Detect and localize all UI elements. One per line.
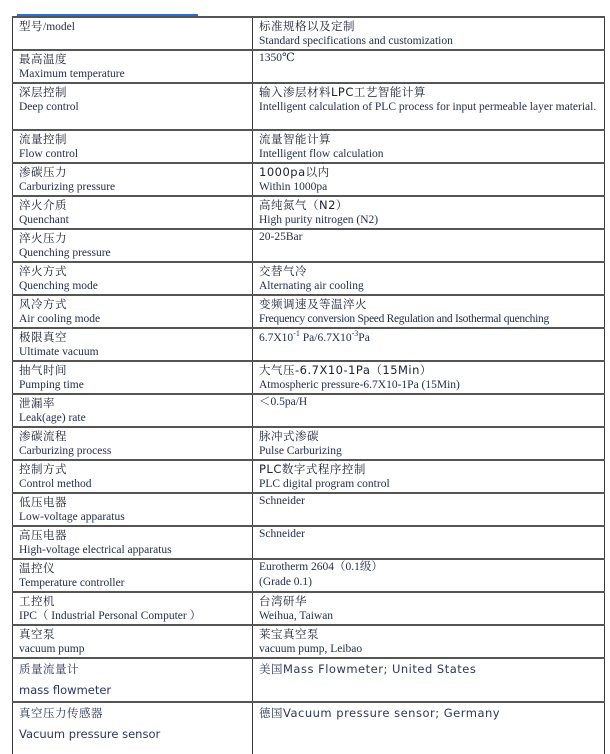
- param-en: vacuum pump: [19, 643, 85, 655]
- value-zh: 莱宝真空泵: [259, 627, 319, 641]
- table-row: [13, 295, 605, 328]
- value-en: (Grade 0.1): [259, 576, 313, 588]
- value-en: Weihua, Taiwan: [259, 610, 334, 622]
- param-zh: 淬火介质: [19, 198, 67, 212]
- value-zh: Eurotherm 2604（0.1级）: [259, 561, 383, 573]
- table-row: [13, 394, 605, 427]
- value-cell: [253, 559, 605, 592]
- table-row: [13, 427, 605, 460]
- value-cell: [253, 262, 605, 295]
- value-zh: 变频调速及等温淬火: [259, 297, 367, 311]
- value-en: PLC digital program control: [259, 478, 390, 490]
- param-zh: 渗碳压力: [19, 165, 67, 179]
- value-zh: 交替气冷: [259, 264, 307, 278]
- param-en: Maximum temperature: [19, 68, 125, 80]
- value-cell: [253, 592, 605, 625]
- value-cell: [253, 658, 605, 702]
- value-zh: 脉冲式渗碳: [259, 429, 319, 443]
- param-en: Carburizing process: [19, 445, 112, 457]
- table-row: [13, 83, 605, 130]
- value-cell: [253, 361, 605, 394]
- param-en: Low-voltage apparatus: [19, 511, 125, 523]
- value-en: High purity nitrogen (N2): [259, 214, 379, 226]
- value-en: Alternating air cooling: [259, 280, 364, 292]
- value-en: Intelligent flow calculation: [259, 148, 384, 160]
- param-cell: [13, 262, 253, 295]
- value-cell: [253, 625, 605, 658]
- param-en: IPC（ Industrial Personal Computer ）: [19, 610, 202, 622]
- param-zh: 真空压力传感器: [19, 706, 103, 720]
- param-cell: [13, 83, 253, 130]
- param-zh: 工控机: [19, 594, 55, 608]
- param-en: Quenchant: [19, 214, 69, 226]
- param-cell: [13, 163, 253, 196]
- param-en: Pumping time: [19, 379, 84, 391]
- param-zh: 渗碳流程: [19, 429, 67, 443]
- param-zh: 抽气时间: [19, 363, 67, 377]
- param-zh: 风冷方式: [19, 297, 67, 311]
- param-header-cell: [13, 17, 253, 50]
- param-zh: 最高温度: [19, 52, 67, 66]
- param-cell: [13, 427, 253, 460]
- value-en: Within 1000pa: [259, 181, 328, 193]
- param-cell: [13, 592, 253, 625]
- param-en: Vacuum pressure sensor: [19, 727, 161, 741]
- table-row: [13, 130, 605, 163]
- value-zh: 高纯氮气（N2）: [259, 198, 348, 212]
- table-row: [13, 493, 605, 526]
- value-en: Atmospheric pressure-6.7X10-1Pa (15Min): [259, 379, 460, 391]
- value-cell: [253, 394, 605, 427]
- value-cell: [253, 229, 605, 262]
- table-row: [13, 460, 605, 493]
- value-cell: [253, 83, 605, 130]
- param-cell: [13, 50, 253, 83]
- value-en: vacuum pump, Leibao: [259, 643, 363, 655]
- ultimate-vacuum-value: $6.7X10^{-1}$ $Pa/6.7X10^{-3}Pa$: [259, 329, 370, 344]
- table-row: [13, 625, 605, 658]
- table-row: [13, 262, 605, 295]
- value-en: Frequency conversion Speed Regulation and Isothermal quenching: [259, 313, 549, 325]
- table-row: [13, 702, 605, 754]
- value-zh: 1350℃: [259, 52, 295, 64]
- param-zh: 低压电器: [19, 495, 67, 509]
- param-cell: [13, 361, 253, 394]
- param-zh: 深层控制: [19, 85, 67, 99]
- value-zh: 大气压-6.7X10-1Pa（15Min）: [259, 363, 432, 377]
- table-row: [13, 559, 605, 592]
- param-en: Flow control: [19, 148, 79, 160]
- value-zh: 1000pa以内: [259, 165, 330, 179]
- table-row: [13, 592, 605, 625]
- param-en: Quenching pressure: [19, 247, 111, 259]
- param-zh: 温控仪: [19, 561, 55, 575]
- param-cell: [13, 229, 253, 262]
- param-cell: [13, 328, 253, 361]
- param-zh: 泄漏率: [19, 396, 55, 410]
- table-row: [13, 328, 605, 361]
- param-header-zh: 型号: [19, 19, 43, 33]
- value-en: Pulse Carburizing: [259, 445, 342, 457]
- value-header-zh: 标准规格以及定制: [259, 19, 355, 33]
- value-cell: [253, 702, 605, 754]
- value-zh: Schneider: [259, 528, 305, 540]
- param-en: Ultimate vacuum: [19, 346, 99, 358]
- param-en: Control method: [19, 478, 92, 490]
- table-row: [13, 50, 605, 83]
- param-cell: [13, 130, 253, 163]
- table-row: [13, 526, 605, 559]
- param-en: mass flowmeter: [19, 683, 112, 697]
- param-cell: [13, 702, 253, 754]
- param-zh: 质量流量计: [19, 662, 79, 676]
- value-cell: [253, 493, 605, 526]
- param-header-en: /model: [43, 21, 75, 33]
- table-row: [13, 658, 605, 702]
- param-zh: 淬火压力: [19, 231, 67, 245]
- value-zh: 流量智能计算: [259, 132, 331, 146]
- table-row: [13, 196, 605, 229]
- param-cell: [13, 493, 253, 526]
- param-zh: 极限真空: [19, 330, 67, 344]
- param-cell: [13, 658, 253, 702]
- param-en: Quenching mode: [19, 280, 98, 292]
- value-cell: [253, 130, 605, 163]
- value-zh: 20-25Bar: [259, 231, 303, 243]
- value-cell: [253, 163, 605, 196]
- value-cell: [253, 427, 605, 460]
- value-cell: [253, 50, 605, 83]
- value-cell: [253, 196, 605, 229]
- table-row: [13, 361, 605, 394]
- value-zh: 德国Vacuum pressure sensor; Germany: [259, 706, 501, 720]
- param-cell: [13, 394, 253, 427]
- table-header-row: [13, 17, 605, 50]
- param-cell: [13, 295, 253, 328]
- param-en: Carburizing pressure: [19, 181, 116, 193]
- param-cell: [13, 526, 253, 559]
- value-cell: [253, 295, 605, 328]
- value-cell: [253, 460, 605, 493]
- param-zh: 流量控制: [19, 132, 67, 146]
- value-zh: 输入渗层材料LPC工艺智能计算: [259, 85, 426, 99]
- value-zh: PLC数字式程序控制: [259, 462, 366, 476]
- table-row: [13, 163, 605, 196]
- value-zh: 美国Mass Flowmeter; United States: [259, 662, 477, 676]
- value-header-en: Standard specifications and customization: [259, 35, 453, 47]
- param-cell: [13, 196, 253, 229]
- specification-table: [12, 16, 605, 754]
- param-en: Air cooling mode: [19, 313, 101, 325]
- value-zh: 台湾研华: [259, 594, 307, 608]
- param-cell: [13, 460, 253, 493]
- param-en: High-voltage electrical apparatus: [19, 544, 172, 556]
- table-row: [13, 229, 605, 262]
- param-en: Temperature controller: [19, 577, 125, 589]
- param-en: Deep control: [19, 101, 79, 113]
- value-zh: ＜0.5pa/H: [259, 396, 308, 408]
- param-zh: 控制方式: [19, 462, 67, 476]
- value-en: Intelligent calculation of PLC process for input permeable layer material.: [259, 101, 597, 113]
- value-header-cell: [253, 17, 605, 50]
- value-cell: [253, 328, 605, 361]
- value-zh: Schneider: [259, 495, 305, 507]
- param-zh: 真空泵: [19, 627, 55, 641]
- param-en: Leak(age) rate: [19, 412, 86, 424]
- param-cell: [13, 559, 253, 592]
- param-zh: 淬火方式: [19, 264, 67, 278]
- value-cell: [253, 526, 605, 559]
- param-cell: [13, 625, 253, 658]
- param-zh: 高压电器: [19, 528, 67, 542]
